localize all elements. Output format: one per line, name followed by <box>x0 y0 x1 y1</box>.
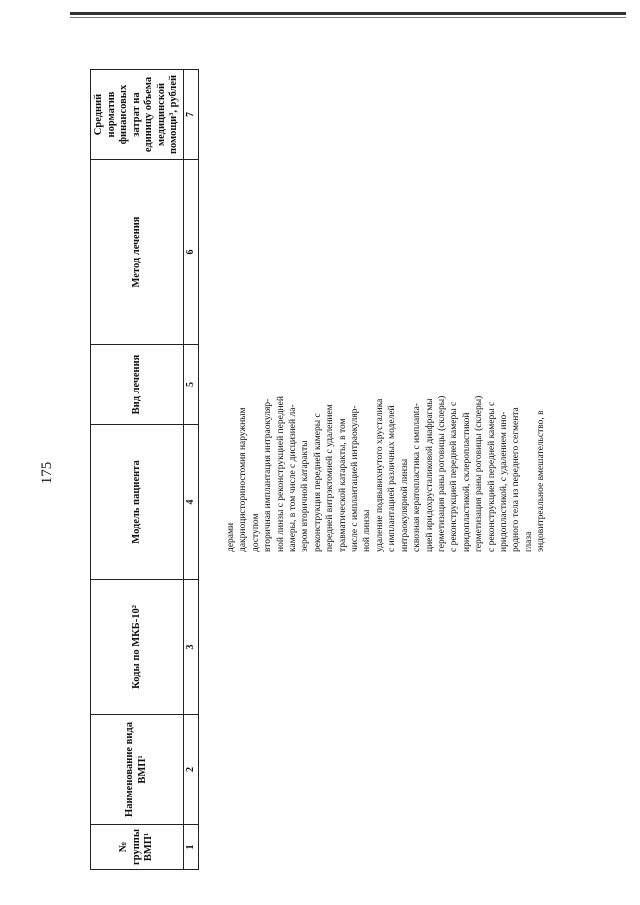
header-treatment-type: Вид лечения <box>91 345 184 425</box>
method-line: сквозная кератопластика с имплanta- <box>412 403 423 552</box>
header-cost-standard: Средний норматив финансовых затрат на единицу объема медицинской помощи³, рублей <box>91 70 184 160</box>
method-line: иридопластикой, склеропластикой <box>461 412 472 552</box>
header-patient-model: Модель пациента <box>91 425 184 580</box>
vmp-table <box>90 69 199 870</box>
top-border-line <box>70 12 626 15</box>
top-border-line-thin <box>70 17 626 18</box>
column-number: 6 <box>183 160 198 345</box>
method-line: камеры, в том числе с дисцизией ла- <box>288 404 299 552</box>
method-line: дакриоцисториностомия наружным <box>238 407 249 552</box>
method-line: цией иридохрусталиковой диафрагмы <box>424 398 435 552</box>
method-line: герметизация раны роговицы (склеры) <box>474 395 485 552</box>
column-number: 1 <box>183 825 198 870</box>
table-header-row <box>91 70 184 870</box>
method-line: иридопластикой, с удалением ино- <box>498 411 509 552</box>
column-number: 3 <box>183 580 198 715</box>
header-treatment-method: Метод лечения <box>91 160 184 345</box>
column-number-row <box>183 70 198 870</box>
method-line: травматической катаракты, в том <box>337 418 348 552</box>
method-line: ной линзы с реконструкцией передней <box>275 396 286 552</box>
header-icd-codes: Коды по МКБ-10² <box>91 580 184 715</box>
column-number: 4 <box>183 425 198 580</box>
column-number: 2 <box>183 715 198 825</box>
method-line: вторичная имплантация интраокуляр- <box>263 398 274 552</box>
method-line: реконструкция передней камеры с <box>312 413 323 552</box>
method-line: с реконструкцией передней камеры с <box>486 401 497 552</box>
method-line: герметизация раны роговицы (склеры) <box>436 395 447 552</box>
method-line: числе с имплантацией интраокуляр- <box>350 405 361 552</box>
page-number: 175 <box>39 461 55 485</box>
method-line: доступом <box>250 513 261 552</box>
header-group-number: № группы ВМП¹ <box>91 825 184 870</box>
method-line: передней витрэктомией с удалением <box>325 404 336 552</box>
method-line: ной линзы <box>362 509 373 552</box>
method-line: с имплантацией различных моделей <box>387 405 398 552</box>
method-line: эндовитреальное вмешательство, в <box>536 410 547 552</box>
column-number: 7 <box>183 70 198 160</box>
method-line: зером вторичной катаракты <box>300 440 311 552</box>
method-line: интраокулярной линзы <box>399 458 410 552</box>
rotated-page-content <box>35 40 615 870</box>
method-line: дерами <box>226 522 236 552</box>
method-line: родного тела из переднего сегмента <box>511 407 522 552</box>
method-line: с реконструкцией передней камеры с <box>449 401 460 552</box>
method-line: глаза <box>523 531 534 552</box>
header-vmp-name: Наименование вида ВМП¹ <box>91 715 184 825</box>
method-line: удаление подвывихнутого хрусталика <box>374 398 385 552</box>
column-number: 5 <box>183 345 198 425</box>
treatment-methods-list <box>225 282 548 552</box>
